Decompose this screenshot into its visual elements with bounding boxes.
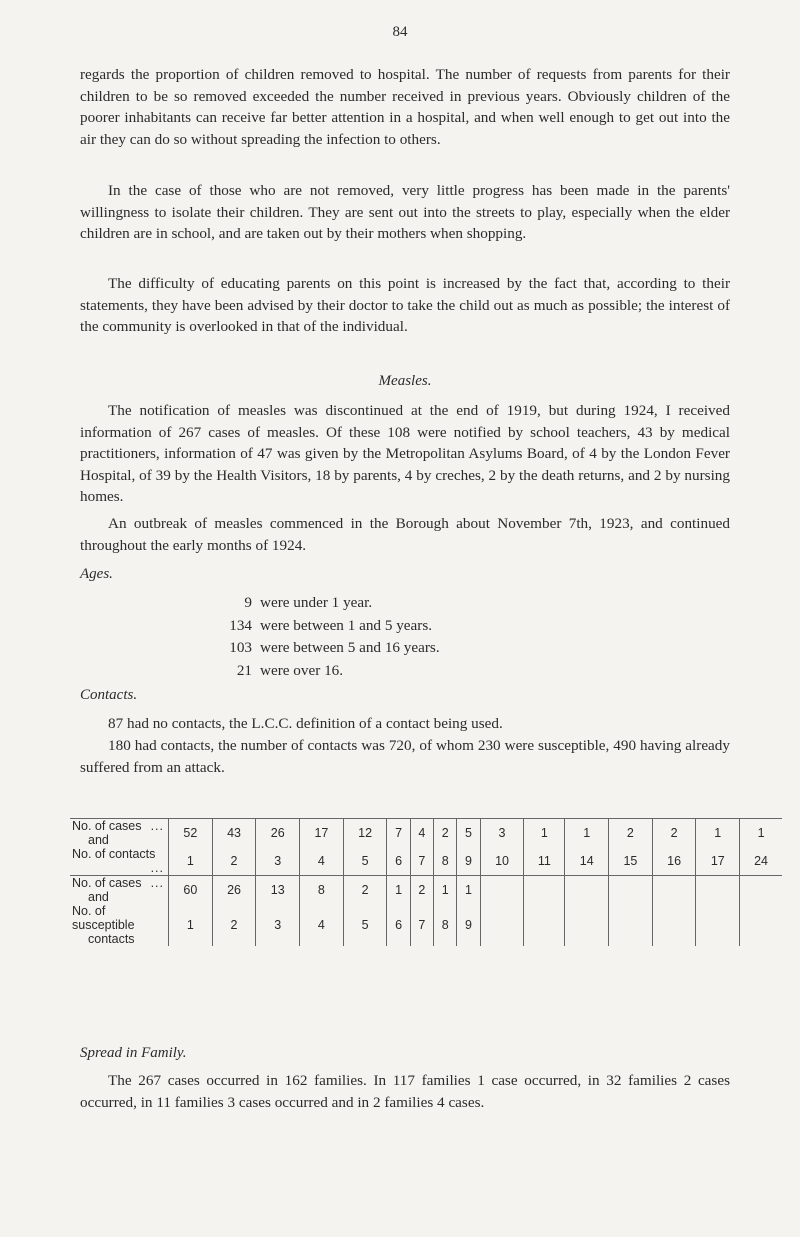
table-cell: 3 (256, 847, 300, 876)
table-cell: 1 (565, 819, 609, 848)
ages-heading: Ages. (80, 566, 113, 582)
table-cell: 16 (652, 847, 696, 876)
table-cell: 4 (300, 847, 344, 876)
table-cell (609, 904, 653, 946)
paragraph-measles-notification: The notification of measles was discontinued at the end of 1919, but during 1924, I received information of 267 cases of measles. Of these 108 were notified by school teachers, 43 by medical practitioners, information of 47 was given by the Metropolitan Asylums Board, of 4 by the London Fever Hospital, of 39 by the Health Visitors, 18 by parents, 4 by creches, 2 by the death returns, and 2 by nursing homes. (80, 402, 730, 506)
table-cell: 3 (480, 819, 524, 848)
table-cell: 14 (565, 847, 609, 876)
table-cell: 1 (169, 847, 213, 876)
row-label: No. of contacts ... (70, 847, 169, 876)
table-cell: 9 (457, 847, 480, 876)
table-cell: 2 (652, 819, 696, 848)
table-cell: 2 (343, 876, 387, 905)
table-cell: 2 (609, 819, 653, 848)
table-row (70, 876, 782, 905)
table-cell: 1 (169, 904, 213, 946)
table-cell: 13 (256, 876, 300, 905)
table-cell: 26 (256, 819, 300, 848)
table-cell: 6 (387, 847, 410, 876)
table-cell: 5 (343, 847, 387, 876)
table-cell: 10 (480, 847, 524, 876)
row-label: No. of susceptible contacts (72, 904, 135, 946)
table-cell (480, 904, 524, 946)
table-cell (696, 904, 740, 946)
table-cell: 17 (300, 819, 344, 848)
table-cell: 4 (410, 819, 433, 848)
table-cell: 52 (169, 819, 213, 848)
row-label: No. of cases ... and (72, 876, 164, 904)
table-cell: 1 (434, 876, 457, 905)
list-item: 9 were under 1 year. (244, 594, 373, 611)
table-cell: 26 (212, 876, 256, 905)
table-cell: 8 (434, 847, 457, 876)
list-item: 21 were over 16. (236, 661, 344, 679)
page-number: 84 (392, 24, 408, 40)
table-cell: 60 (169, 876, 213, 905)
table-cell: 9 (457, 904, 480, 946)
paragraph-outbreak: An outbreak of measles commenced in the Borough about November 7th, 1923, and continued throughout the early months of 1924. (80, 515, 730, 554)
table-cell: 1 (387, 876, 410, 905)
table-cell: 1 (524, 819, 565, 848)
measles-heading: Measles. (378, 373, 432, 389)
table-cell: 1 (740, 819, 782, 848)
table-cell: 2 (212, 847, 256, 876)
contacts-heading: Contacts. (80, 687, 138, 703)
table-cell: 7 (387, 819, 410, 848)
ages-list (220, 592, 440, 682)
table-cell (652, 876, 696, 905)
table-cell: 12 (343, 819, 387, 848)
table-cell: 2 (410, 876, 433, 905)
table-cell (740, 876, 782, 905)
table-cell: 11 (524, 847, 565, 876)
table-cell: 1 (696, 819, 740, 848)
table-row (70, 847, 782, 876)
table-cell: 6 (387, 904, 410, 946)
table-cell: 8 (434, 904, 457, 946)
table-row (70, 819, 782, 848)
list-item: 134 were between 1 and 5 years. (229, 616, 433, 634)
table-cell (524, 876, 565, 905)
paragraph-hospital-removal: regards the proportion of children removed to hospital. The number of requests from parents for their children to be so removed exceeded the number received in previous years. Obviously children of the poorer inhabitants can receive far better attention in a hospital, and when well enough to get out into the air they can do so without spreading the infection to others. (80, 66, 730, 148)
table-cell: 3 (256, 904, 300, 946)
contacts-table (70, 818, 782, 946)
spread-heading: Spread in Family. (80, 1045, 187, 1061)
list-item: 103 were between 5 and 16 years. (229, 639, 440, 656)
table-cell: 4 (300, 904, 344, 946)
table-cell (696, 876, 740, 905)
table-cell: 17 (696, 847, 740, 876)
table-cell (480, 876, 524, 905)
paragraph-isolation: In the case of those who are not removed, very little progress has been made in the parents' willingness to isolate their children. They are sent out into the streets to play, especially when the elder children are in school, and are taken out by their mothers when shopping. (80, 182, 730, 243)
paragraph-no-contacts: 87 had no contacts, the L.C.C. definition of a contact being used. (108, 715, 503, 732)
table-cell: 7 (410, 847, 433, 876)
table-row (70, 904, 782, 946)
table-cell: 2 (212, 904, 256, 946)
paragraph-educating-parents: The difficulty of educating parents on this point is increased by the fact that, according to their statements, they have been advised by their doctor to take the child out as much as possible; the interest of the community is overlooked in that of the individual. (80, 275, 730, 336)
table-cell: 2 (434, 819, 457, 848)
table-cell: 43 (212, 819, 256, 848)
table-cell (565, 904, 609, 946)
table-cell: 24 (740, 847, 782, 876)
table-cell: 5 (343, 904, 387, 946)
table-cell (609, 876, 653, 905)
table-cell (652, 904, 696, 946)
table-cell: 5 (457, 819, 480, 848)
table-cell: 15 (609, 847, 653, 876)
table-cell: 7 (410, 904, 433, 946)
paragraph-spread-in-family: The 267 cases occurred in 162 families. In 117 families 1 case occurred, in 32 families 2 cases occurred, in 11 families 3 cases occurred and in 2 families 4 cases. (80, 1072, 730, 1111)
table-cell: 8 (300, 876, 344, 905)
table-cell (740, 904, 782, 946)
paragraph-contacts: 180 had contacts, the number of contacts was 720, of whom 230 were susceptible, 490 having already suffered from an attack. (80, 737, 730, 776)
table-cell (524, 904, 565, 946)
row-label: No. of cases ... and (70, 819, 169, 848)
table-cell: 1 (457, 876, 480, 905)
table-cell (565, 876, 609, 905)
